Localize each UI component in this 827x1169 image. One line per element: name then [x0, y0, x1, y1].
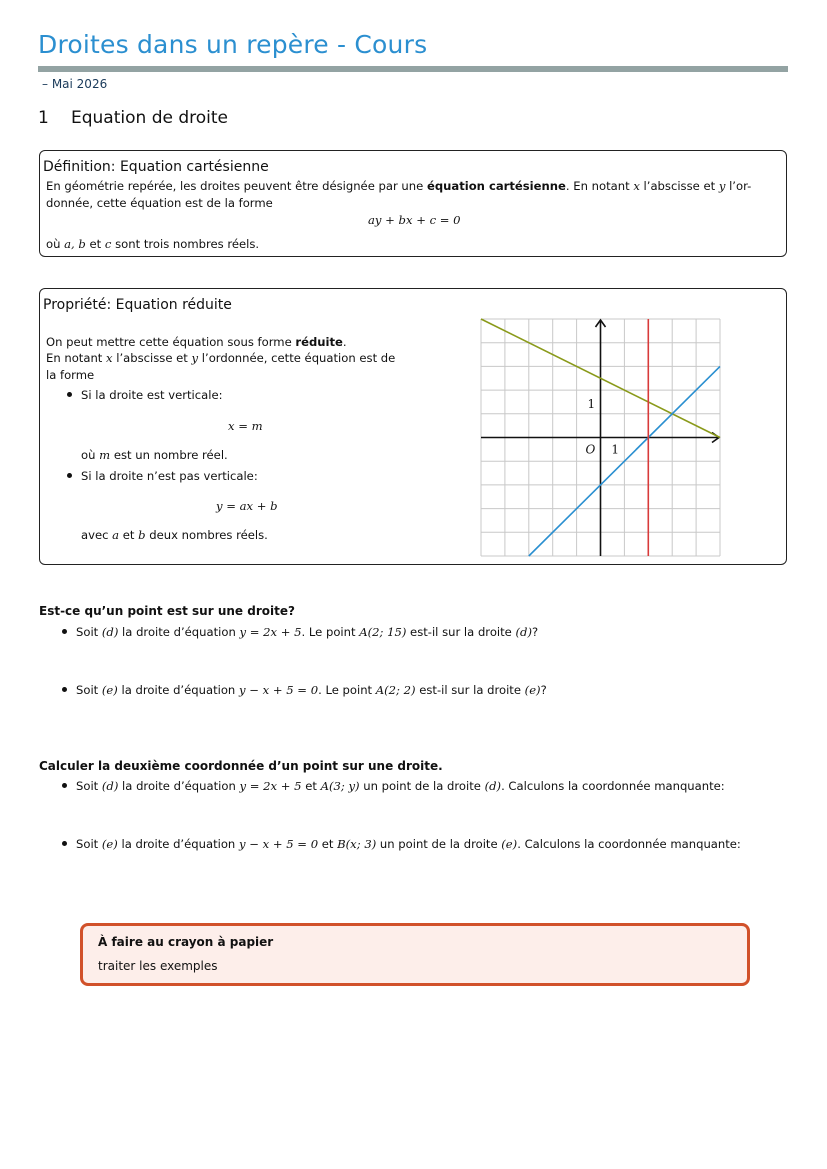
definition-keyword: équation cartésienne — [426, 179, 566, 193]
bullet-icon — [62, 783, 67, 788]
line-graph — [478, 316, 723, 559]
property-note-1: où m est un nombre réel. — [81, 448, 228, 462]
definition-box — [39, 150, 787, 257]
section-title: Equation de droite — [71, 108, 229, 128]
axes — [481, 320, 719, 556]
property-box — [39, 288, 787, 565]
title-divider — [38, 66, 788, 72]
note-title: À faire au crayon à papier — [98, 935, 274, 949]
section-number: 1 — [38, 108, 49, 128]
property-keyword: réduite — [295, 335, 343, 349]
definition-line-2: donnée, cette équation est de la forme — [46, 196, 273, 210]
property-line-2: En notant x l’abscisse et y l’ordonnée, cette équation est de — [46, 351, 396, 365]
definition-line-3: où a, b et c sont trois nombres réels. — [46, 237, 260, 251]
document-date: – Mai 2026 — [42, 77, 108, 91]
bullet-icon — [62, 629, 67, 634]
question-2-item-1: Soit (d) la droite d’équation y = 2x + 5 et A(3; y) un point de la droite (d). Calculons la coordonnée manquante: — [62, 779, 725, 793]
property-bullet-2: Si la droite n’est pas verticale: — [67, 469, 258, 483]
property-formula-2: y = ax + b — [216, 499, 278, 513]
x-unit-label: 1 — [611, 442, 620, 457]
question-1-item-1: Soit (d) la droite d’équation y = 2x + 5. Le point A(2; 15) est-il sur la droite (d)? — [62, 625, 538, 639]
section-heading — [38, 108, 228, 128]
page-title: Droites dans un repère - Cours — [38, 30, 428, 59]
question-2-heading: Calculer la deuxième coordonnée d’un point sur une droite. — [39, 759, 443, 773]
pencil-note-box — [80, 923, 750, 986]
question-2-item-2: Soit (e) la droite d’équation y − x + 5 = 0 et B(x; 3) un point de la droite (e). Calculons la coordonnée manquante: — [62, 837, 741, 851]
question-1-heading: Est-ce qu’un point est sur une droite? — [39, 604, 295, 618]
bullet-icon — [67, 473, 72, 478]
definition-title: Définition: Equation cartésienne — [43, 159, 269, 175]
note-text: traiter les exemples — [98, 959, 218, 973]
property-bullet-1: Si la droite est verticale: — [67, 388, 223, 402]
question-1-item-2: Soit (e) la droite d’équation y − x + 5 = 0. Le point A(2; 2) est-il sur la droite (e)? — [62, 683, 547, 697]
definition-line-1: En géométrie repérée, les droites peuvent être désignée par une équation cartésienne. En notant x l’abscisse et y l’or- — [46, 179, 752, 193]
property-line-3: la forme — [46, 368, 95, 382]
property-title: Propriété: Equation réduite — [43, 297, 232, 313]
origin-label: O — [585, 442, 596, 457]
bullet-icon — [62, 687, 67, 692]
bullet-icon — [67, 392, 72, 397]
property-line-1: On peut mettre cette équation sous forme réduite. — [46, 335, 347, 349]
y-unit-label: 1 — [587, 396, 596, 411]
definition-formula: ay + bx + c = 0 — [368, 213, 461, 227]
bullet-icon — [62, 841, 67, 846]
property-formula-1: x = m — [228, 419, 263, 433]
property-note-2: avec a et b deux nombres réels. — [81, 528, 268, 542]
